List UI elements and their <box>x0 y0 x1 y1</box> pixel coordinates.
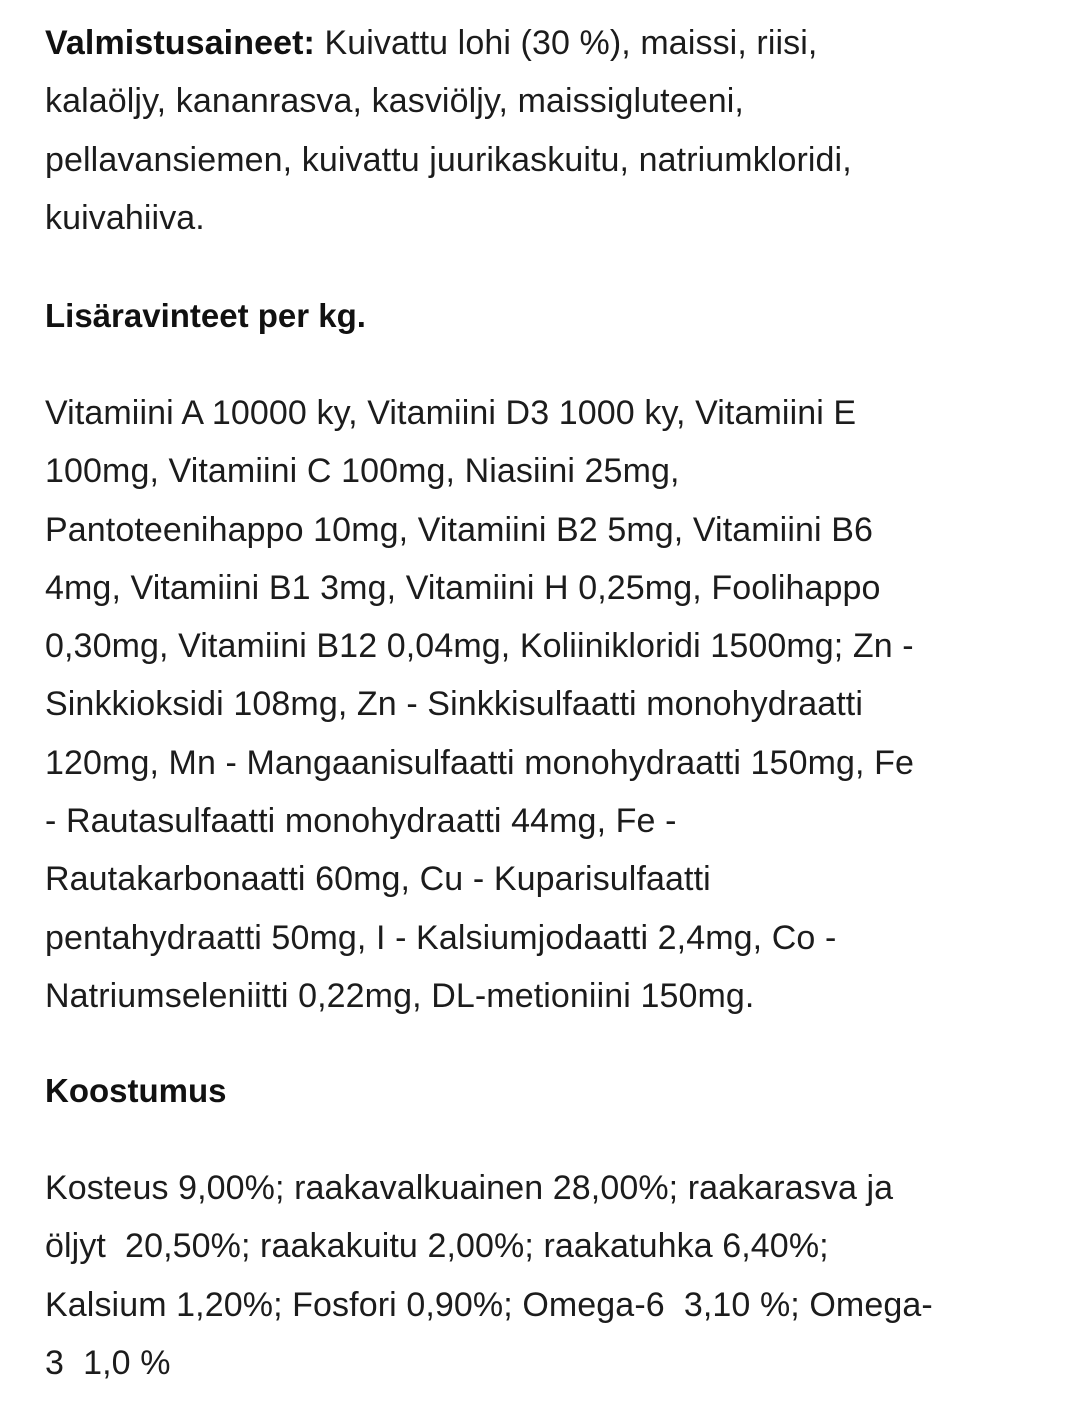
supplements-line: Vitamiini A 10000 ky, Vitamiini D3 1000 ky, Vitamiini E <box>45 394 857 432</box>
supplements-line: pentahydraatti 50mg, I - Kalsiumjodaatti 2,4mg, Co - <box>45 918 837 957</box>
supplements-line: Rautakarbonaatti 60mg, Cu - Kuparisulfaatti <box>45 860 711 899</box>
supplements-line: Sinkkioksidi 108mg, Zn - Sinkkisulfaatti monohydraatti <box>45 685 863 724</box>
supplements-line: Pantoteenihappo 10mg, Vitamiini B2 5mg, Vitamiini B6 <box>45 510 873 549</box>
composition-line: 3 1,0 % <box>45 1343 171 1382</box>
composition-line: öljyt 20,50%; raakakuitu 2,00%; raakatuhka 6,40%; <box>45 1227 829 1266</box>
composition-paragraph <box>45 1159 1055 1392</box>
ingredients-line: pellavansiemen, kuivattu juurikaskuitu, natriumkloridi, <box>45 140 852 179</box>
composition-line: Kosteus 9,00%; raakavalkuainen 28,00%; raakarasva ja <box>45 1169 894 1207</box>
supplements-line: 0,30mg, Vitamiini B12 0,04mg, Koliinikloridi 1500mg; Zn - <box>45 627 914 666</box>
ingredients-line: kalaöljy, kananrasva, kasviöljy, maissigluteeni, <box>45 82 744 121</box>
supplements-line: 120mg, Mn - Mangaanisulfaatti monohydraatti 150mg, Fe <box>45 743 914 782</box>
ingredients-paragraph <box>45 14 1055 247</box>
composition-heading: Koostumus <box>45 1072 227 1109</box>
supplements-line: Natriumseleniitti 0,22mg, DL-metioniini 150mg. <box>45 976 755 1015</box>
composition-line: Kalsium 1,20%; Fosfori 0,90%; Omega-6 3,10 %; Omega- <box>45 1285 933 1324</box>
ingredients-line: kuivahiiva. <box>45 198 205 237</box>
ingredients-text: Kuivattu lohi (30 %), maissi, riisi, <box>314 24 818 62</box>
ingredients-label: Valmistusaineet: <box>45 24 315 62</box>
supplements-line: - Rautasulfaatti monohydraatti 44mg, Fe - <box>45 802 677 841</box>
supplements-line: 4mg, Vitamiini B1 3mg, Vitamiini H 0,25mg, Foolihappo <box>45 568 881 607</box>
supplements-line: 100mg, Vitamiini C 100mg, Niasiini 25mg, <box>45 452 680 491</box>
supplements-paragraph <box>45 384 1055 1025</box>
ingredients-line <box>45 14 1055 72</box>
supplements-heading: Lisäravinteet per kg. <box>45 297 366 334</box>
